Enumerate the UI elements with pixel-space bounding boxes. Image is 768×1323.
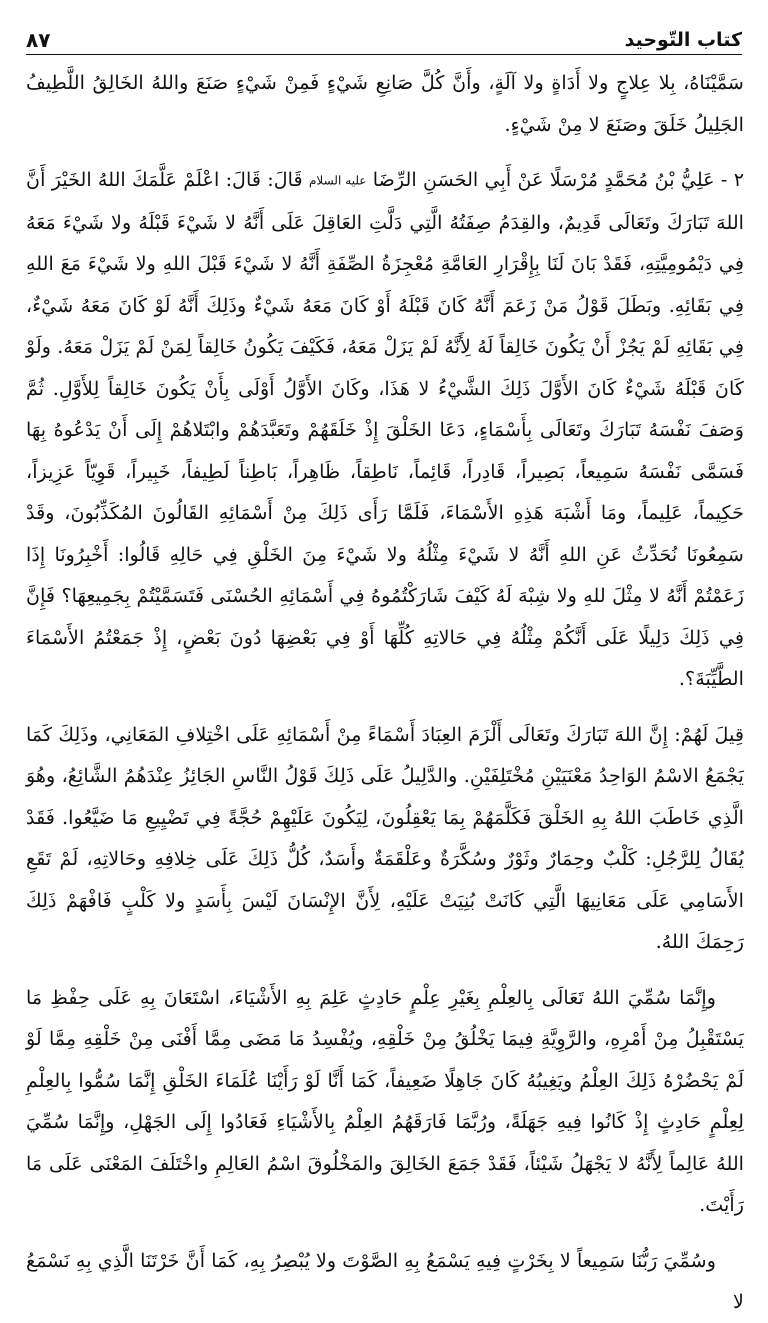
- book-title: كتاب التّوحيد: [624, 29, 742, 51]
- paragraph-2-body: قَالَ: قَالَ: اعْلَمْ عَلَّمَكَ اللهُ الخَيْرَ أَنَّ اللهَ تَبَارَكَ وتَعَالَى قَدِيمٌ، والقِدَمُ صِفَتُهُ الَّتِي دَلَّتِ العَاقِلَ عَلَى أَنَّهُ لا شَيْءَ قَبْلَهُ ولا شَيْءَ مَعَهُ فِي دَيْمُومِيَّتِهِ، فَقَدْ بَانَ لَنَا بِإِقْرَارِ العَامَّةِ مُعْجِزَةُ الصِّفَةِ أَنَّهُ لا شَيْءَ قَبْلَ اللهِ ولا شَيْءَ مَعَ اللهِ فِي بَقَائِهِ. وبَطَلَ قَوْلُ مَنْ زَعَمَ أَنَّهُ كَانَ قَبْلَهُ أَوْ كَانَ مَعَهُ شَيْءٌ وذَلِكَ أَنَّهُ لَوْ كَانَ مَعَهُ شَيْءٌ، فِي بَقَائِهِ لَمْ يَجُزْ أَنْ يَكُونَ خَالِقاً لَهُ لِأَنَّهُ لَمْ يَزَلْ مَعَهُ، فَكَيْفَ يَكُونُ خَالِقاً لِمَنْ لَمْ يَزَلْ مَعَهُ. ولَوْ كَانَ قَبْلَهُ شَيْءٌ كَانَ الأَوَّلَ ذَلِكَ الشَّيْءُ لا هَذَا، وكَانَ الأَوَّلُ أَوْلَى بِأَنْ يَكُونَ خَالِقاً لِلأَوَّلِ. ثُمَّ وَصَفَ نَفْسَهُ تَبَارَكَ وتَعَالَى بِأَسْمَاءٍ، دَعَا الخَلْقَ إِذْ خَلَقَهُمْ وتَعَبَّدَهُمْ وابْتَلاهُمْ إِلَى أَنْ يَدْعُوهُ بِهَا فَسَمَّى نَفْسَهُ سَمِيعاً، بَصِيراً، قَادِراً، قَائِماً، نَاطِقاً، ظَاهِراً، بَاطِناً لَطِيفاً، خَبِيراً، قَوِيّاً عَزِيزاً، حَكِيماً، عَلِيماً، ومَا أَشْبَهَ هَذِهِ الأَسْمَاءَ، فَلَمَّا رَأَى ذَلِكَ مِنْ أَسْمَائِهِ القَالُونَ المُكَذِّبُونَ، وقَدْ سَمِعُونَا نُحَدِّثُ عَنِ اللهِ أَنَّهُ لا شَيْءَ مِثْلُهُ ولا شَيْءَ مِنَ الخَلْقِ فِي حَالِهِ قَالُوا: أَخْبِرُونَا إِذَا زَعَمْتُمْ أَنَّهُ لا مِثْلَ للهِ ولا شِبْهَ لَهُ كَيْفَ شَارَكْتُمُوهُ فِي أَسْمَائِهِ الحُسْنَى فَتَسَمَّيْتُمْ بِجَمِيعِهَا؟ فَإِنَّ فِي ذَلِكَ دَلِيلًا عَلَى أَنَّكُمْ مِثْلُهُ فِي حَالاتِهِ كُلِّهَا أَوْ فِي بَعْضِهَا دُونَ بَعْضٍ، إِذْ جَمَعْتُمُ الأَسْمَاءَ الطَّيِّبَةَ؟.: [26, 168, 744, 691]
- body-text: [26, 62, 744, 1314]
- paragraph-3: قِيلَ لَهُمْ: إِنَّ اللهَ تَبَارَكَ وتَعَالَى أَلْزَمَ العِبَادَ أَسْمَاءً مِنْ أَسْمَائِهِ عَلَى اخْتِلافِ المَعَانِي، وذَلِكَ كَمَا يَجْمَعُ الاسْمُ الوَاحِدُ مَعْنَيَيْنِ مُخْتَلِفَيْنِ. والدَّلِيلُ عَلَى ذَلِكَ قَوْلُ النَّاسِ الجَائِزُ عِنْدَهُمُ الشَّائِعُ، وهُوَ الَّذِي خَاطَبَ اللهُ بِهِ الخَلْقَ فَكَلَّمَهُمْ بِمَا يَعْقِلُونَ، لِيَكُونَ عَلَيْهِمْ حُجَّةً فِي تَضْيِيعِ مَا ضَيَّعُوا. فَقَدْ يُقَالُ لِلرَّجُلِ: كَلْبٌ وحِمَارٌ وثَوْرٌ وسُكَّرَةٌ وعَلْقَمَةٌ وأَسَدٌ، كُلُّ ذَلِكَ عَلَى خِلافِهِ وحَالاتِهِ، لَمْ تَقَعِ الأَسَامِي عَلَى مَعَانِيهَا الَّتِي كَانَتْ بُنِيَتْ عَلَيْهِ، لِأَنَّ الإِنْسَانَ لَيْسَ بِأَسَدٍ ولا كَلْبٍ فَافْهَمْ ذَلِكَ رَحِمَكَ اللهُ.: [26, 722, 744, 954]
- paragraph-2-opening: ٢ - عَلِيُّ بْنُ مُحَمَّدٍ مُرْسَلًا عَنْ أَبِي الحَسَنِ الرِّضَا: [372, 168, 744, 191]
- honorific-symbol: عليه السلام: [309, 173, 367, 188]
- paragraph-2: [26, 159, 744, 700]
- running-header: [26, 14, 742, 55]
- paragraph-1: سَمَّيْنَاهُ، بِلا عِلاجٍ ولا أَدَاةٍ ولا آلَةٍ، وأَنَّ كُلَّ صَانِعِ شَيْءٍ فَمِنْ شَيْءٍ صَنَعَ واللهُ الخَالِقُ اللَّطِيفُ الجَلِيلُ خَلَقَ وصَنَعَ لا مِنْ شَيْءٍ.: [26, 71, 744, 136]
- page-number: ٨٧: [26, 28, 51, 52]
- paragraph-5: وسُمِّيَ رَبُّنَا سَمِيعاً لا بِخَرْتٍ فِيهِ يَسْمَعُ بِهِ الصَّوْتَ ولا يُبْصِرُ بِهِ، كَمَا أَنَّ خَرْتَنَا الَّذِي بِهِ نَسْمَعُ لا: [26, 1248, 744, 1314]
- paragraph-4: وإِنَّمَا سُمِّيَ اللهُ تَعَالَى بِالعِلْمِ بِغَيْرِ عِلْمٍ حَادِثٍ عَلِمَ بِهِ الأَشْيَاءَ، اسْتَعَانَ بِهِ عَلَى حِفْظِ مَا يَسْتَقْبِلُ مِنْ أَمْرِهِ، والرَّوِيَّةِ فِيمَا يَخْلُقُ مِنْ خَلْقِهِ، ويُفْسِدُ مَا مَضَى مِمَّا أَفْنَى مِنْ خَلْقِهِ مِمَّا لَوْ لَمْ يَحْضُرْهُ ذَلِكَ العِلْمُ ويَغِيبُهُ كَانَ جَاهِلًا ضَعِيفاً، كَمَا أَنَّا لَوْ رَأَيْنَا عُلَمَاءَ الخَلْقِ إِنَّمَا سُمُّوا بِالعِلْمِ لِعِلْمٍ حَادِثٍ إِذْ كَانُوا فِيهِ جَهَلَةً، ورُبَّمَا فَارَقَهُمُ العِلْمُ بِالأَشْيَاءِ فَعَادُوا إِلَى الجَهْلِ، وإِنَّمَا سُمِّيَ اللهُ عَالِماً لِأَنَّهُ لا يَجْهَلُ شَيْئاً، فَقَدْ جَمَعَ الخَالِقَ والمَخْلُوقَ اسْمُ العَالِمِ واخْتَلَفَ المَعْنَى عَلَى مَا رَأَيْتَ.: [26, 985, 744, 1217]
